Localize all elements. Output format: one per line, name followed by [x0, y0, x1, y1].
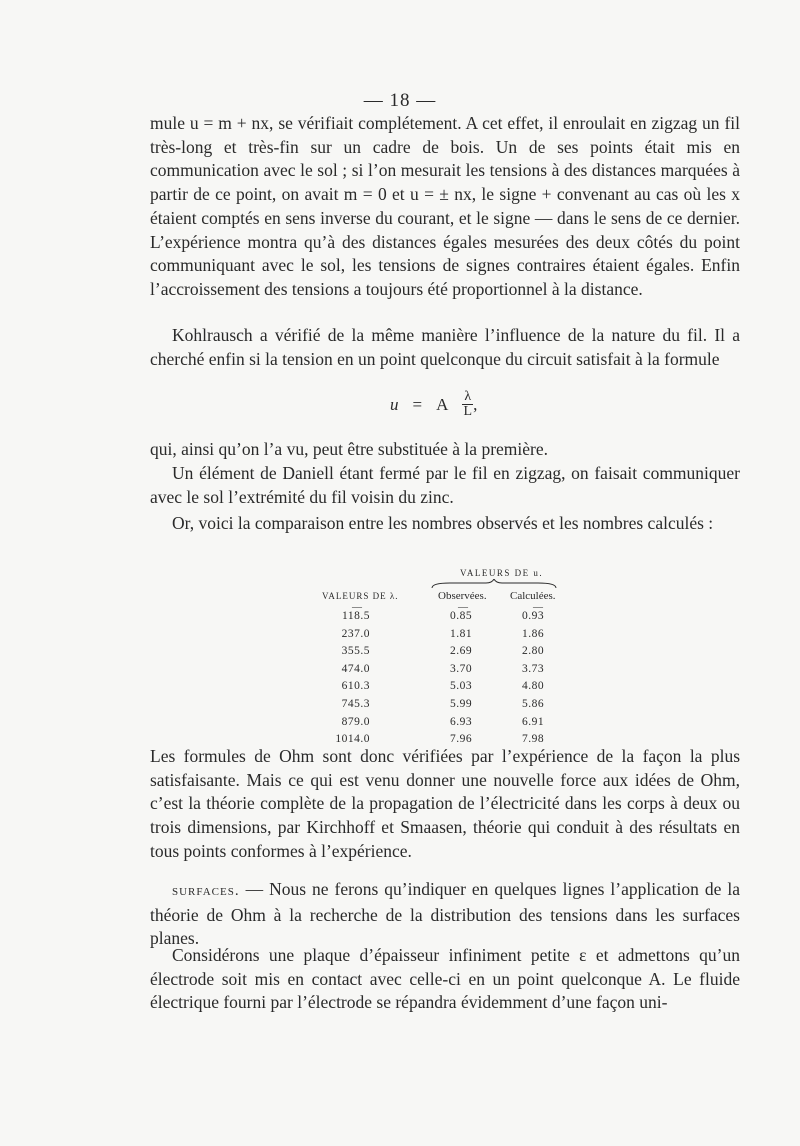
formula-trail: ,: [473, 394, 478, 414]
table-row: [300, 610, 600, 628]
paragraph-substitution: qui, ainsi qu’on l’a vu, peut être substituée à la première.: [150, 439, 548, 459]
table-dash-observed: —: [458, 602, 468, 613]
cell-observed: 1.81: [450, 627, 473, 640]
cell-lambda: 118.5: [342, 610, 370, 622]
cell-lambda: 745.3: [341, 698, 370, 710]
cell-lambda: 1014.0: [335, 733, 370, 746]
formula-tension: [390, 390, 477, 419]
paragraph-daniell: Un élément de Daniell étant fermé par le fil en zigzag, on faisait communiquer avec le sol l’extrémité du fil voisin du zinc.: [150, 463, 740, 507]
cell-calculated: 7.98: [522, 733, 545, 746]
table-group-label: VALEURS DE u.: [460, 568, 544, 578]
cell-lambda: 879.0: [341, 715, 370, 728]
table-row: [300, 698, 600, 716]
cell-observed: 5.03: [450, 680, 473, 693]
page-number: — 18 —: [363, 90, 437, 111]
table-dash-lambda: —: [352, 602, 362, 613]
cell-observed: 7.96: [450, 733, 473, 746]
cell-lambda: 237.0: [341, 627, 370, 640]
formula-lhs: u: [390, 394, 399, 414]
cell-observed: 5.99: [450, 698, 473, 710]
table-col-lambda: VALEURS DE λ.: [322, 591, 399, 601]
cell-observed: 6.93: [450, 715, 473, 728]
table-row: [300, 645, 600, 663]
formula-coefficient: A: [436, 394, 449, 414]
table-group-brace: [430, 579, 558, 589]
cell-calculated: 4.80: [522, 680, 545, 693]
paragraph-kohlrausch: Kohlrausch a vérifié de la même manière l’influence de la nature du fil. Il a cherché enfin si la tension en un point quelconque du circuit satisfait à la formule: [150, 325, 740, 369]
paragraph-surfaces-text: — Nous ne ferons qu’indiquer en quelques lignes l’application de la théorie de Ohm à la recherche de la distribution des tensions dans les surfaces planes.: [150, 879, 740, 949]
paragraph-conclusion: Les formules de Ohm sont donc vérifiées par l’expérience de la façon la plus satisfaisante. Mais ce qui est venu donner une nouvelle force aux idées de Ohm, c’est la théorie complète de la propagation de l’électricité dans les corps à deux ou trois dimensions, par Kirchhoff et Smaasen, théorie qui conduit à des résultats en tous points conformes à l’expérience.: [150, 746, 740, 861]
table-row: [300, 663, 600, 681]
cell-lambda: 610.3: [341, 680, 370, 693]
cell-calculated: 3.73: [522, 662, 545, 675]
cell-calculated: 0.93: [522, 610, 545, 622]
table-row: [300, 716, 600, 734]
table-row: [300, 680, 600, 698]
formula-fraction: [462, 390, 473, 419]
cell-calculated: 5.86: [522, 698, 545, 710]
paragraph-surfaces: [150, 878, 740, 951]
paragraph-plaque: Considérons une plaque d’épaisseur infiniment petite ε et admettons qu’un électrode soit mis en contact avec celle-ci en un point quelconque A. Le fluide électrique fourni par l’électrode se répandra évidemment d’une façon uni-: [150, 945, 740, 1013]
formula-equals: =: [412, 394, 423, 414]
paragraph-comparison: Or, voici la comparaison entre les nombres observés et les nombres calculés :: [172, 513, 714, 533]
cell-calculated: 6.91: [522, 715, 545, 728]
cell-observed: 3.70: [450, 662, 473, 675]
table-row: [300, 628, 600, 646]
table-col-observed: Observées.: [438, 590, 487, 602]
paragraph-ohm-verification: mule u = m + nx, se vérifiait complétement. A cet effet, il enroulait en zigzag un fil très-long et très-fin sur un cadre de bois. Un de ses points était mis en communication avec le sol ; si l’on mesurait les tensions à des distances marquées à partir de ce point, on avait m = 0 et u = ± nx, le signe + convenant au cas où les x étaient comptés en sens inverse du courant, et le signe — dans le sens de ce dernier. L’expérience montra qu’à des distances égales mesurées des deux côtés du point communiquant avec le sol, les tensions de signes contraires étaient égales. Enfin l’accroissement des tensions a toujours été proportionnel à la distance.: [150, 113, 740, 299]
cell-observed: 0.85: [450, 610, 473, 622]
cell-calculated: 2.80: [522, 645, 545, 658]
table-col-calculated: Calculées.: [510, 590, 556, 602]
section-lead-surfaces: surfaces.: [172, 883, 240, 899]
cell-observed: 2.69: [450, 645, 473, 658]
cell-lambda: 355.5: [341, 645, 370, 658]
formula-numerator: λ: [464, 389, 472, 404]
cell-lambda: 474.0: [341, 662, 370, 675]
table-dash-calculated: —: [533, 602, 543, 613]
cell-calculated: 1.86: [522, 627, 545, 640]
formula-denominator: L: [463, 404, 473, 419]
